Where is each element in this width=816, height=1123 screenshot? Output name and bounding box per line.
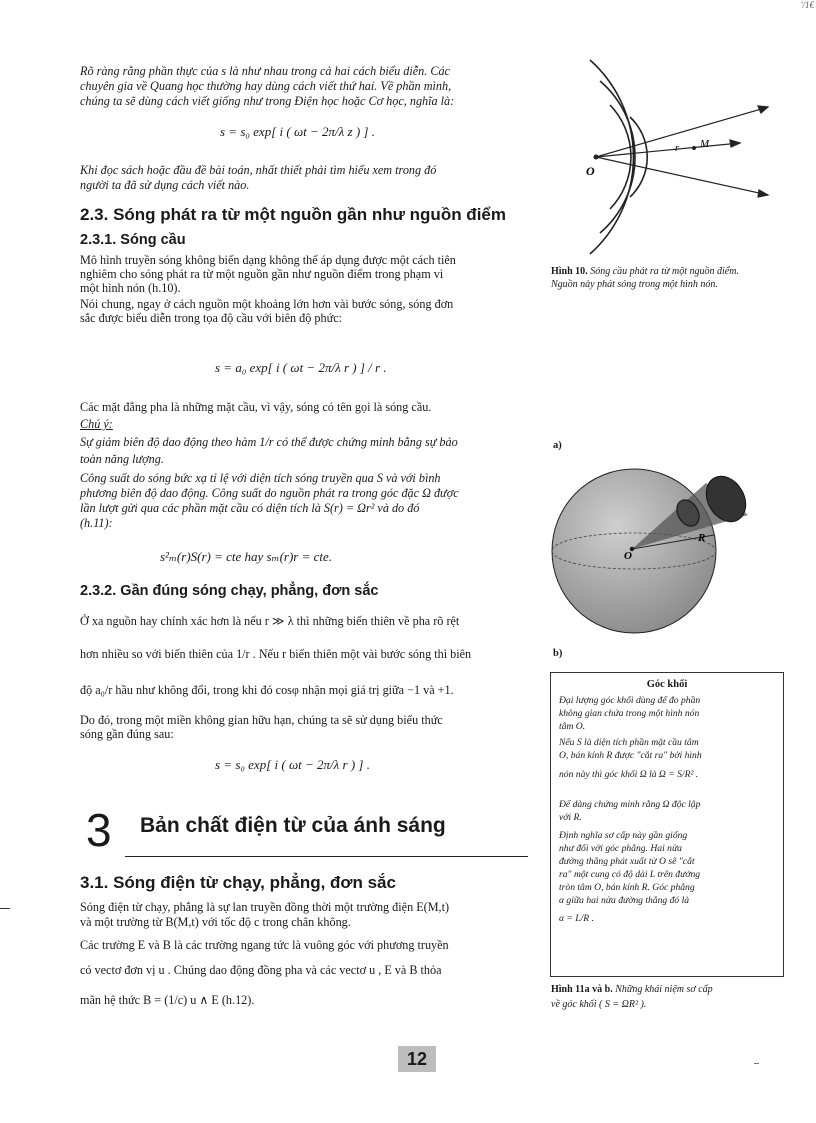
figure-11a-solid-angle (548, 455, 773, 645)
page-number: 12 (398, 1046, 436, 1072)
spherical-wave-formula: s = a₀ exp[ i ( ωt − 2π/λ r ) ] / r . (215, 360, 387, 375)
intro-line: chuyên gia về Quang học thường hay dùng cách viết thứ hai. Về phần mình, (80, 79, 452, 93)
intro-line: Rõ ràng rằng phần thực của s là như nhau trong cả hai cách biểu diễn. Các (80, 64, 450, 78)
body-line: nghiêm cho sóng phát ra từ một nguồn gần như nguồn điểm trong phạm vi (80, 267, 444, 281)
box-line: O, bán kính R được "cắt ra" bởi hình (559, 750, 702, 761)
section-heading-3-1: 3.1. Sóng điện từ chạy, phẳng, đơn sắc (80, 873, 396, 892)
body-line: Nói chung, ngay ở cách nguồn một khoảng lớn hơn vài bước sóng, sóng đơn (80, 297, 454, 311)
box-line: như đối với góc phẳng. Hai nửa (559, 843, 682, 854)
body-line: sóng gần đúng sau: (80, 727, 174, 741)
subsection-heading-2-3-2: 2.3.2. Gần đúng sóng chạy, phẳng, đơn sắc (80, 583, 379, 599)
body-line: Các mặt đẳng pha là những mặt cầu, vì vậy, sóng có tên gọi là sóng cầu. (80, 400, 432, 414)
box-line: với R. (559, 812, 582, 823)
figure-11-caption (551, 983, 771, 996)
box-line: tâm O. (559, 721, 586, 732)
source-point (594, 155, 599, 160)
figure-11b-label: b) (553, 648, 563, 659)
point-m (692, 146, 696, 150)
note-line: (h.11): (80, 516, 113, 530)
caption-text: Sóng cầu phát ra từ một nguồn điểm. Nguồn này phát sóng trong một hình nón. (551, 266, 739, 290)
energy-conservation-formula: s²ₘ(r)S(r) = cte hay sₘ(r)r = cte. (160, 549, 333, 564)
box-line: đường thẳng phát xuất từ O sẽ "cắt (559, 856, 695, 867)
box-line: tròn tâm O, bán kính R. Góc phẳng (559, 882, 695, 893)
body-line: một hình nón (h.10). (80, 281, 181, 295)
box-line: không gian chứa trong một hình nón (559, 708, 700, 719)
chapter-rule (125, 856, 528, 857)
intro-line: chúng ta sẽ dùng cách viết giống như trong Điện học hoặc Cơ học, nghĩa là: (80, 94, 455, 108)
body-line: có vectơ đơn vị u . Chúng dao động đồng pha và các vectơ u , E và B thỏa (80, 963, 442, 977)
note-line: phương biên độ dao động. Công suất do nguồn phát ra trong góc đặc Ω được (80, 486, 459, 500)
box-line: α giữa hai nửa đường thẳng đó là (559, 895, 690, 906)
corner-mark: '/1€ (800, 0, 814, 10)
note-line: Công suất do sóng bức xạ tỉ lệ với diện tích sóng truyền qua S và với bình (80, 471, 441, 485)
subsection-heading-2-3-1: 2.3.1. Sóng cầu (80, 232, 186, 248)
body-line: mãn hệ thức B = (1/c) u ∧ E (h.12). (80, 993, 255, 1007)
chapter-number: 3 (86, 804, 112, 856)
box-line: Đại lượng góc khối dùng để đo phần (559, 695, 701, 706)
box-line: ra" một cung có độ dài L trên đường (559, 869, 701, 880)
label-r: R (698, 532, 706, 544)
figure-11-caption-line2: về góc khối ( S = ΩR² ). (551, 999, 647, 1010)
label-m: M (700, 138, 710, 150)
note-line: Sự giảm biên độ dao động theo hàm 1/r có thể được chứng minh bằng sự bảo (80, 435, 458, 449)
body-line: Các trường E và B là các trường ngang tức là vuông góc với phương truyền (80, 938, 449, 952)
label-o: O (624, 550, 632, 562)
body-line: Sóng điện từ chạy, phẳng là sự lan truyền đồng thời một trường điện E(M,t) (80, 900, 450, 914)
intro-formula: s = s₀ exp[ i ( ωt − 2π/λ z ) ] . (220, 124, 375, 139)
note-line: toàn năng lượng. (80, 452, 164, 466)
body-line: Do đó, trong một miền không gian hữu hạn, chúng ta sẽ sử dụng biểu thức (80, 713, 443, 727)
box-line: Định nghĩa sơ cấp này gần giống (559, 830, 688, 841)
plane-wave-approx-formula: s = s₀ exp[ i ( ωt − 2π/λ r ) ] . (215, 757, 370, 772)
label-r: r (675, 143, 679, 154)
figure-10-spherical-wave (560, 55, 790, 255)
box-line: Để dàng chứng minh rằng Ω độc lập (559, 799, 701, 810)
body-line: và một trường từ B(M,t) với tốc độ c trong chân không. (80, 915, 351, 929)
caption-number: Hình 10. (551, 266, 588, 277)
box-title: Góc khối (646, 679, 688, 690)
solid-angle-definition-box (550, 672, 784, 977)
margin-tick (0, 908, 10, 909)
figure-10-caption (551, 265, 761, 291)
body-line: độ a₀/r hầu như không đổi, trong khi đó cosφ nhận mọi giá trị giữa −1 và +1. (80, 683, 454, 697)
label-o: O (586, 164, 595, 178)
body-line: Mô hình truyền sóng không biến dạng không thể áp dụng được một cách tiên (80, 253, 456, 267)
note-title: Chú ý: (80, 417, 113, 431)
caption-text: Những khái niệm sơ cấp (612, 984, 713, 995)
chapter-title: Bản chất điện từ của ánh sáng (140, 814, 446, 837)
margin-mark (754, 1063, 759, 1064)
intro-line: người ta đã sử dụng cách viết nào. (80, 178, 250, 192)
figure-11a-label: a) (553, 440, 562, 451)
note-line: lần lượt gửi qua các phần mặt cầu có diện tích là S(r) = Ωr² và do đó (80, 501, 420, 515)
box-line: α = L/R . (559, 913, 594, 924)
body-line: sắc được biểu diễn trong tọa độ cầu với biên độ phức: (80, 311, 342, 325)
caption-number: Hình 11a và b. (551, 984, 613, 995)
body-line: hơn nhiều so với biến thiên của 1/r . Nếu r biến thiên một vài bước sóng thì biên (80, 647, 472, 661)
intro-line: Khi đọc sách hoặc đầu đề bài toán, nhất thiết phải tìm hiểu xem trong đó (80, 163, 437, 177)
box-line: nón này thì góc khối Ω là Ω = S/R² . (559, 769, 699, 780)
sphere (552, 469, 716, 633)
body-line: Ở xa nguồn hay chính xác hơn là nếu r ≫ λ thì những biến thiên về pha rõ rệt (80, 614, 460, 628)
section-heading-2-3: 2.3. Sóng phát ra từ một nguồn gần như nguồn điểm (80, 205, 506, 224)
box-line: Nếu S là diện tích phần mặt cầu tâm (559, 737, 699, 748)
